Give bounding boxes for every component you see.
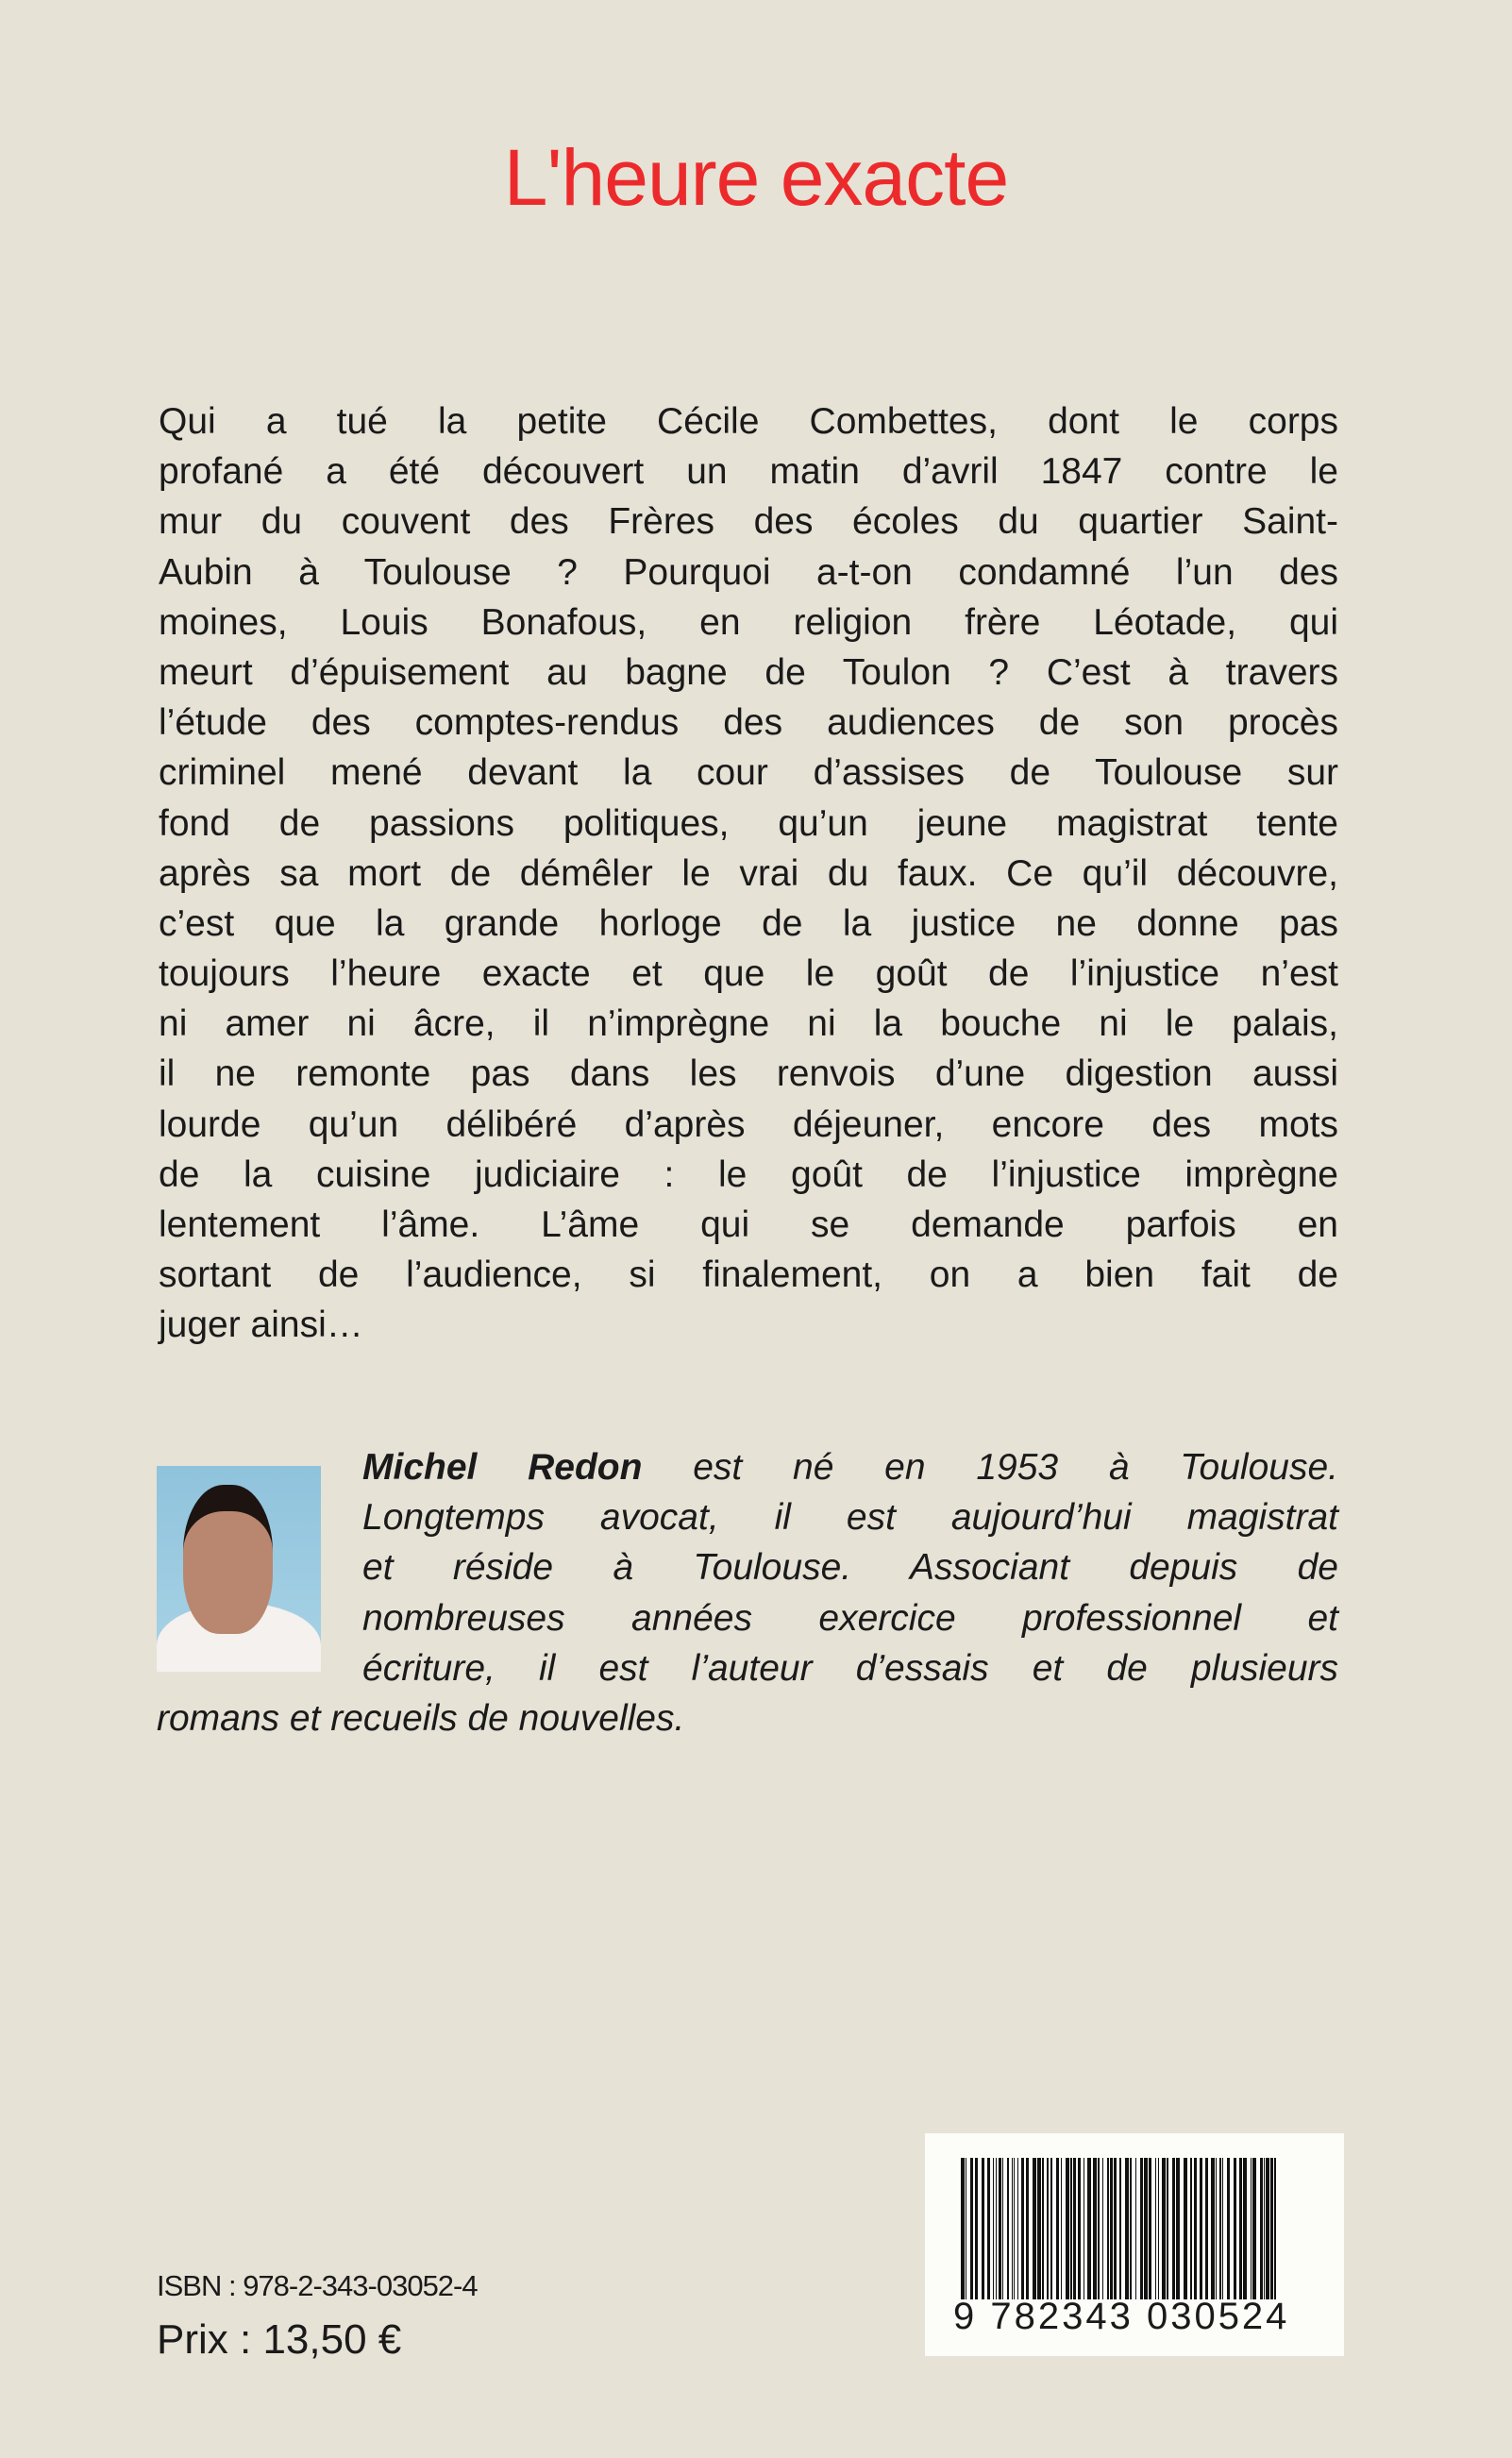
barcode-bar	[1033, 2158, 1036, 2299]
barcode-bar	[1135, 2158, 1136, 2299]
barcode-bar	[1190, 2158, 1192, 2299]
barcode-bar	[1266, 2158, 1269, 2299]
barcode-bar	[1270, 2158, 1273, 2299]
bio-line: nombreuses années exercice professionnel et	[362, 1597, 1338, 1639]
summary-line: ni amer ni âcre, il n’imprègne ni la bouche ni le palais,	[159, 1003, 1338, 1045]
barcode-bar	[1219, 2158, 1221, 2299]
barcode-bar	[1102, 2158, 1103, 2299]
price: Prix : 13,50 €	[157, 2316, 402, 2363]
barcode-bar	[1093, 2158, 1097, 2299]
barcode-bar	[970, 2158, 973, 2299]
barcode-bar	[1073, 2158, 1076, 2299]
barcode-bar	[975, 2158, 978, 2299]
summary-line: Qui a tué la petite Cécile Combettes, dont le corps	[159, 401, 1338, 442]
barcode-bar	[1098, 2158, 1100, 2299]
summary-line: lentement l’âme. L’âme qui se demande parfois en	[159, 1204, 1338, 1245]
summary-line: mur du couvent des Frères des écoles du quartier Saint-	[159, 501, 1338, 543]
barcode-bar	[993, 2158, 994, 2299]
barcode-bar	[1172, 2158, 1175, 2299]
barcode-bar	[1243, 2158, 1247, 2299]
barcode-bar	[1050, 2158, 1052, 2299]
summary-line: meurt d’épuisement au bagne de Toulon ? C’est à travers	[159, 651, 1338, 693]
barcode-bar	[1014, 2158, 1015, 2299]
barcode-bar	[1078, 2158, 1081, 2299]
barcode-bar	[1149, 2158, 1151, 2299]
barcode-bar	[1119, 2158, 1121, 2299]
barcode-bar	[1167, 2158, 1168, 2299]
barcode-bar	[1260, 2158, 1263, 2299]
barcode-bar	[1066, 2158, 1069, 2299]
barcode-bar	[1130, 2158, 1132, 2299]
summary-line: sortant de l’audience, si finalement, on a bien fait de	[159, 1254, 1338, 1296]
summary-line: fond de passions politiques, qu’un jeune magistrat tente	[159, 802, 1338, 844]
barcode-bar	[996, 2158, 997, 2299]
barcode-bar	[1140, 2158, 1143, 2299]
summary-line: moines, Louis Bonafous, en religion frère Léotade, qui	[159, 601, 1338, 643]
barcode-bar	[1211, 2158, 1215, 2299]
barcode-bar	[1026, 2158, 1029, 2299]
summary-line: criminel mené devant la cour d’assises de Toulouse sur	[159, 752, 1338, 794]
summary-line: l’étude des comptes-rendus des audiences de son procès	[159, 702, 1338, 744]
summary-line: de la cuisine judiciaire : le goût de l’injustice imprègne	[159, 1153, 1338, 1195]
barcode-bar	[1070, 2158, 1072, 2299]
barcode-bar	[1227, 2158, 1230, 2299]
barcode-bar	[1194, 2158, 1197, 2299]
barcode-bar	[1200, 2158, 1202, 2299]
barcode-bar	[1002, 2158, 1003, 2299]
barcode-bar	[1012, 2158, 1013, 2299]
bio-line: romans et recueils de nouvelles.	[157, 1697, 685, 1739]
summary-line: juger ainsi…	[159, 1305, 363, 1346]
summary-line: c’est que la grande horloge de la justice ne donne pas	[159, 902, 1338, 944]
summary-line: lourde qu’un délibéré d’après déjeuner, encore des mots	[159, 1103, 1338, 1145]
barcode-bar	[1184, 2158, 1187, 2299]
barcode-bar	[1234, 2158, 1236, 2299]
book-title: L'heure exacte	[503, 133, 1009, 222]
summary-line: Aubin à Toulouse ? Pourquoi a-t-on condamné l’un des	[159, 551, 1338, 593]
barcode-bar	[1007, 2158, 1009, 2299]
barcode-bar	[1107, 2158, 1109, 2299]
barcode-bar	[1155, 2158, 1156, 2299]
bio-line: et réside à Toulouse. Associant depuis de	[362, 1547, 1338, 1589]
barcode-bar	[1061, 2158, 1062, 2299]
barcode-bar	[1205, 2158, 1208, 2299]
barcode-bars	[961, 2158, 1282, 2309]
barcode-bar	[987, 2158, 990, 2299]
barcode-bar	[1252, 2158, 1256, 2299]
summary-line: profané a été découvert un matin d’avril 1847 contre le	[159, 451, 1338, 493]
barcode-bar	[1110, 2158, 1113, 2299]
author-name: Michel Redon	[362, 1447, 643, 1488]
barcode-bar	[961, 2158, 965, 2299]
bio-line: écriture, il est l’auteur d’essais et de plusieurs	[362, 1647, 1338, 1689]
bio-line: Longtemps avocat, il est aujourd’hui magistrat	[362, 1497, 1338, 1539]
barcode-bar	[1176, 2158, 1180, 2299]
barcode-bar	[999, 2158, 1001, 2299]
summary-line: il ne remonte pas dans les renvois d’une digestion aussi	[159, 1053, 1338, 1095]
barcode-bar	[1239, 2158, 1242, 2299]
barcode-bar	[1087, 2158, 1091, 2299]
barcode-bar	[1056, 2158, 1059, 2299]
author-bio	[157, 1442, 1338, 1743]
barcode-bar	[1037, 2158, 1041, 2299]
summary-text	[159, 396, 1338, 1351]
barcode-bar	[1222, 2158, 1223, 2299]
summary-line: toujours l’heure exacte et que le goût de l’injustice n’est	[159, 953, 1338, 995]
bio-line: Michel Redon est né en 1953 à Toulouse.	[362, 1447, 1338, 1488]
barcode-bar	[1274, 2158, 1276, 2299]
barcode-bar	[1114, 2158, 1117, 2299]
summary-line: après sa mort de démêler le vrai du faux. Ce qu’il découvre,	[159, 852, 1338, 894]
barcode-bar	[1162, 2158, 1166, 2299]
barcode	[925, 2133, 1344, 2356]
barcode-bar	[1021, 2158, 1024, 2299]
barcode-bar	[1047, 2158, 1049, 2299]
barcode-bar	[1042, 2158, 1044, 2299]
barcode-bar	[1158, 2158, 1159, 2299]
barcode-bar	[1251, 2158, 1252, 2299]
barcode-bar	[982, 2158, 984, 2299]
barcode-bar	[1216, 2158, 1217, 2299]
barcode-bar	[1125, 2158, 1129, 2299]
barcode-bar	[1017, 2158, 1018, 2299]
barcode-bar	[1264, 2158, 1265, 2299]
barcode-bar	[1144, 2158, 1148, 2299]
isbn: ISBN : 978-2-343-03052-4	[157, 2269, 478, 2302]
barcode-number: 9 782343 030524	[953, 2296, 1290, 2337]
